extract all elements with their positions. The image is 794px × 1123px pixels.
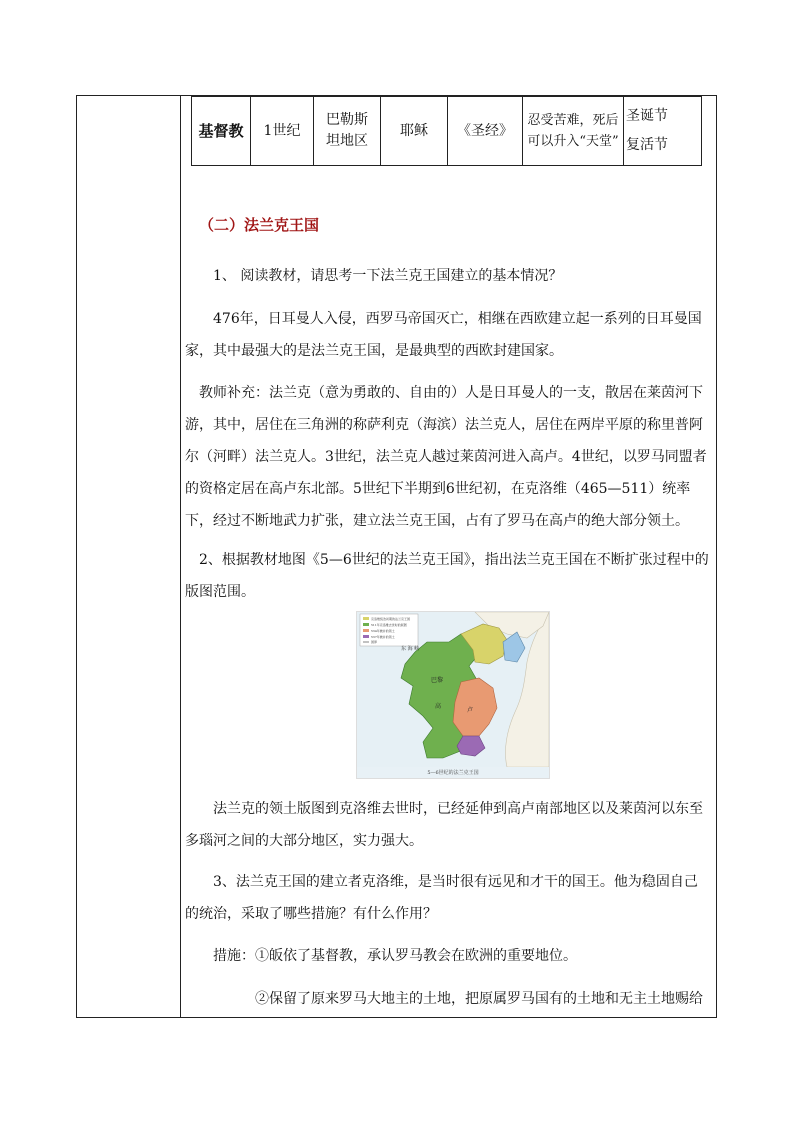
religion-name: 基督教 (192, 97, 251, 166)
measure-1: 措施：①皈依了基督教，承认罗马教会在欧洲的重要地位。 (213, 948, 577, 964)
frankish-kingdom-map (356, 611, 550, 779)
lesson-content-cell (185, 96, 709, 1017)
map-caption: 5—6世纪的法兰克王国 (427, 770, 479, 776)
religion-time: 1世纪 (251, 97, 314, 166)
question-2: 2、根据教材地图《5—6世纪的法兰克王国》，指出法兰克王国在不断扩张过程中的版图范围。 (185, 552, 709, 600)
column-divider (180, 96, 181, 1017)
legend-4: 537年兼并的领土 (371, 635, 395, 639)
sea-label: 东 海 峡 (401, 646, 420, 652)
measure-2: ②保留了原来罗马大地主的土地，把原属罗马国有的土地和无主土地赐给 (255, 991, 703, 1007)
place-line-1: 巴勒斯 (326, 112, 368, 128)
map-graphic (357, 612, 549, 767)
legend-1: 克洛维统治初期的法兰克王国 (371, 617, 411, 621)
doctrine-line-2: 可以升入“天堂” (527, 134, 619, 149)
legend-2: 511年克洛维去世时的版图 (371, 623, 407, 627)
paragraph-3: 法兰克的领土版图到克洛维去世时，已经延伸到高卢南部地区以及莱茵河以东至多瑙河之间的大部分地区，实力强大。 (185, 801, 703, 849)
section-heading: （二）法兰克王国 (199, 216, 320, 234)
festival-2: 复活节 (626, 137, 668, 153)
question-1: 1、 阅读教材，请思考一下法兰克王国建立的基本情况？ (213, 268, 563, 284)
religion-doctrine (523, 97, 624, 166)
religion-scripture: 《圣经》 (448, 97, 523, 166)
paragraph-2: 教师补充：法兰克（意为勇敢的、自由的）人是日耳曼人的一支，散居在莱茵河下游，其中，居住在三角洲的称萨利克（海滨）法兰克人，居住在两岸平原的称里普阿尔（河畔）法兰克人。3世纪，法兰克人越过莱茵河进入高卢。4世纪，以罗马同盟者的资格定居在高卢东北部。5世纪下半期到6世纪初，在克洛维（465—511）统率下，经过不断地武力扩张，建立法兰克王国，占有了罗马在高卢的绝大部分领土。 (185, 385, 707, 529)
lu-label: 卢 (467, 707, 474, 714)
question-3: 3、法兰克王国的建立者克洛维，是当时很有远见和才干的国王。他为稳固自己的统治，采取了哪些措施？有什么作用？ (185, 874, 698, 922)
lesson-table-frame (76, 95, 717, 1018)
doctrine-line-1: 忍受苦难，死后 (527, 113, 619, 128)
paris-label: 巴黎 (431, 677, 444, 684)
religion-place (314, 97, 381, 166)
place-line-2: 坦地区 (326, 133, 368, 149)
religion-founder: 耶稣 (381, 97, 448, 166)
legend-5: 国界 (371, 640, 378, 644)
table-row (192, 97, 702, 166)
religion-table (191, 96, 702, 166)
religion-festivals (624, 97, 702, 166)
paragraph-1: 476年，日耳曼人入侵，西罗马帝国灭亡，相继在西欧建立起一系列的日耳曼国家，其中最强大的是法兰克王国，是最典型的西欧封建国家。 (185, 311, 702, 359)
gao-label: 高 (435, 703, 442, 710)
festival-1: 圣诞节 (626, 108, 668, 124)
legend-3: 534年兼并的领土 (371, 629, 395, 633)
